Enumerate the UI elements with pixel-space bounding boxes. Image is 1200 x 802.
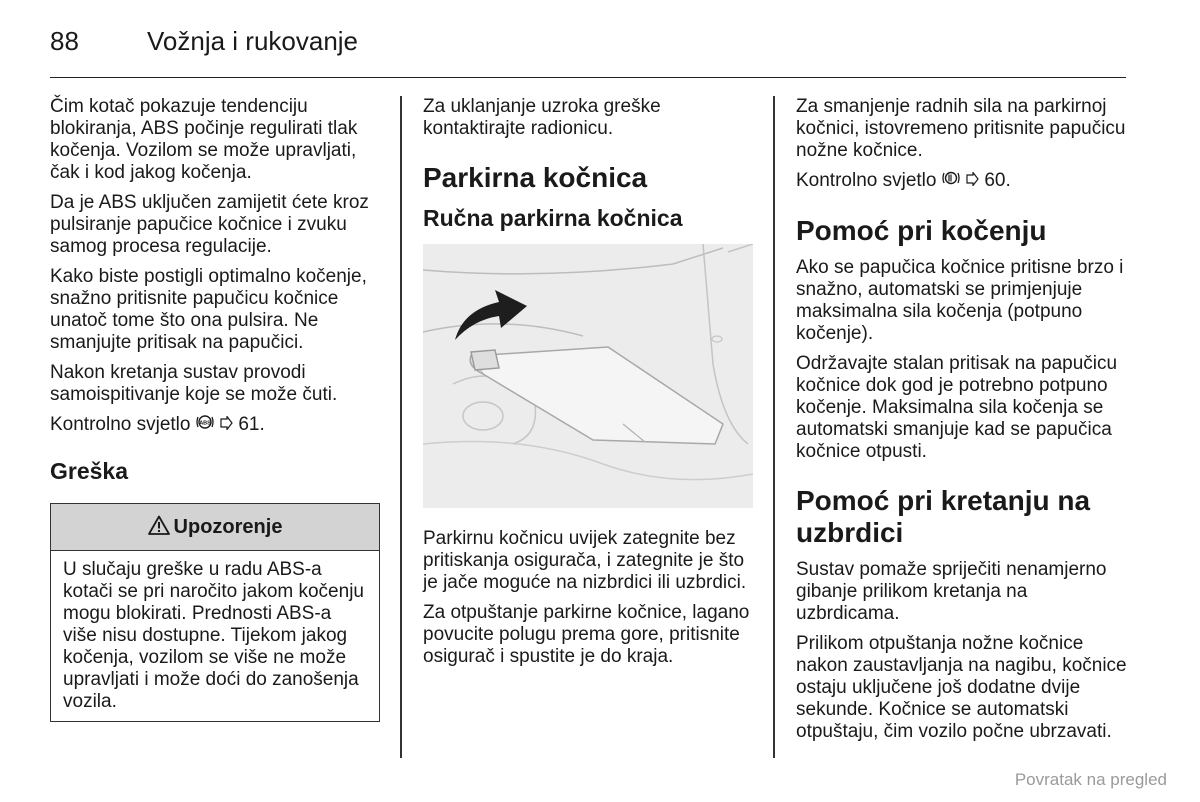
warning-text: U slučaju greške u radu ABS-a kotači se pri naročito jakom kočenju mogu blokirati. Prednosti ABS-a više nisu dostupne. Tijekom jakog kočenja, vozilom se više ne može upravljati i može doći do zanošenja vozila.	[63, 559, 364, 712]
control-light-label: Kontrolno svjetlo	[796, 170, 937, 191]
subsection-heading-hand-brake: Ručna parkirna kočnica	[423, 205, 683, 231]
back-to-overview-link[interactable]: Povratak na pregled	[1014, 770, 1167, 789]
paragraph: Održavajte stalan pritisak na papučicu kočnice dok god je potrebno potpuno kočenje. Maksimalna sila kočenja se automatski smanjuje kad se papučica kočnice otpusti.	[796, 353, 1118, 462]
paragraph: Kako biste postigli optimalno kočenje, snažno pritisnite papučicu kočnice unatoč tome što ona pulsira. Ne smanjujte pritisak na papučici.	[50, 266, 367, 353]
section-heading-parking-brake: Parkirna kočnica	[423, 162, 648, 193]
paragraph: Parkirnu kočnicu uvijek zategnite bez pritiskanja osigurača, i zategnite je što je jače moguće na nizbrdici ili uzbrdici.	[423, 528, 747, 593]
paragraph: Za uklanjanje uzroka greške kontaktirajte radionicu.	[423, 96, 661, 139]
page-number: 88	[50, 26, 79, 56]
page-reference-arrow-icon	[965, 171, 979, 193]
page-reference-link[interactable]: 61.	[238, 414, 265, 435]
warning-triangle-icon	[148, 515, 170, 540]
column-middle	[423, 96, 758, 676]
warning-box	[50, 503, 380, 722]
paragraph: Da je ABS uključen zamijetit ćete kroz pulsiranje papučice kočnice i zvuku samog procesa regulacije.	[50, 192, 369, 257]
hand-brake-illustration	[423, 244, 753, 508]
paragraph: Za smanjenje radnih sila na parkirnoj kočnici, istovremeno pritisnite papučicu nožne kočnice.	[796, 96, 1126, 161]
paragraph: Ako se papučica kočnice pritisne brzo i snažno, automatski se primjenjuje maksimalna sila kočenja (potpuno kočenje).	[796, 257, 1124, 344]
control-light-reference	[50, 414, 380, 437]
paragraph: Za otpuštanje parkirne kočnice, lagano povucite polugu prema gore, pritisnite osigurač i spustite je do kraja.	[423, 602, 750, 667]
section-heading-error: Greška	[50, 458, 129, 484]
column-right	[796, 96, 1131, 751]
page-reference-arrow-icon	[219, 415, 233, 437]
paragraph: Prilikom otpuštanja nožne kočnice nakon zaustavljanja na nagibu, kočnice ostaju uključene još dodatne dvije sekunde. Kočnice se automatski otpuštaju, čim vozilo počne ubrzavati.	[796, 633, 1127, 742]
column-divider	[400, 96, 402, 758]
page-header	[50, 26, 1126, 78]
column-divider	[773, 96, 775, 758]
column-left	[50, 96, 380, 722]
abs-warning-light-icon	[196, 414, 214, 437]
brake-warning-light-icon	[942, 170, 960, 193]
svg-text:ABS: ABS	[198, 420, 211, 427]
paragraph: Čim kotač pokazuje tendenciju blokiranja, ABS počinje regulirati tlak kočenja. Vozilom se može upravljati, čak i kod jakog kočenja.	[50, 96, 358, 183]
warning-title: Upozorenje	[173, 516, 283, 538]
warning-header	[51, 504, 379, 551]
control-light-label: Kontrolno svjetlo	[50, 414, 191, 435]
paragraph: Nakon kretanja sustav provodi samoispitivanje koje se može čuti.	[50, 362, 338, 405]
control-light-reference	[796, 170, 1131, 193]
chapter-title: Vožnja i rukovanje	[147, 26, 359, 56]
paragraph: Sustav pomaže spriječiti nenamjerno gibanje prilikom kretanja na uzbrdicama.	[796, 559, 1107, 624]
section-heading-hill-start-assist: Pomoć pri kretanju na uzbrdici	[796, 485, 1091, 548]
page-reference-link[interactable]: 60.	[984, 170, 1011, 191]
section-heading-brake-assist: Pomoć pri kočenju	[796, 215, 1047, 246]
